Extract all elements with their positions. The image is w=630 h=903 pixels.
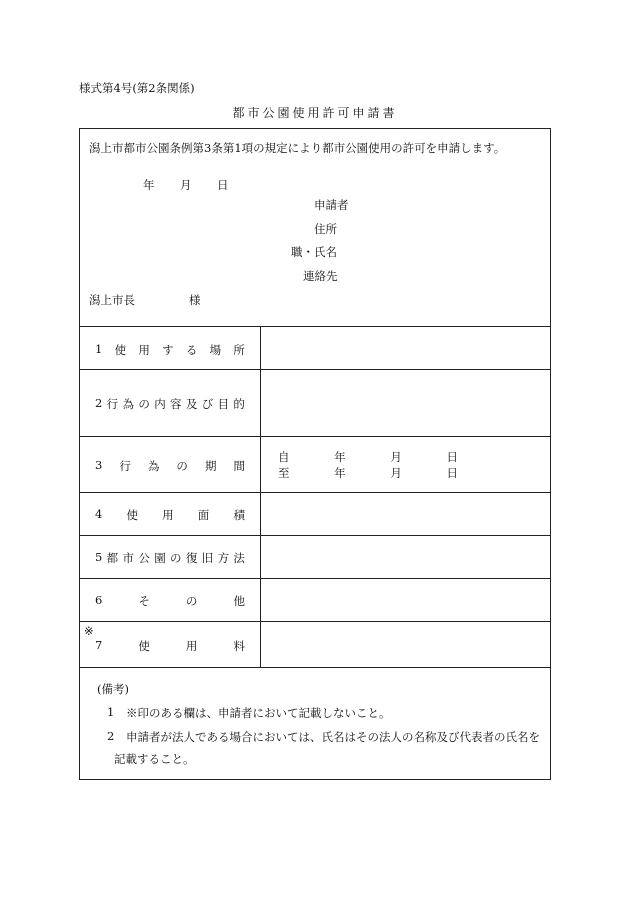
fee-mark: ※ <box>84 624 94 638</box>
applicant-name-label: 職・氏名 <box>291 245 337 259</box>
field-label-usage-place: 1 使 用 す る 場 所 <box>95 342 245 357</box>
notes-heading: (備考) <box>97 682 129 696</box>
date-year-label: 年 <box>143 178 155 192</box>
field-label-other: 6 そ の 他 <box>95 593 245 608</box>
note-1-number: 1 <box>107 705 115 719</box>
row-divider <box>80 667 550 668</box>
period-from-row: 自 年 月 日 <box>278 450 458 464</box>
form-number: 様式第4号(第2条関係) <box>79 81 195 95</box>
date-day-label: 日 <box>217 178 229 192</box>
applicant-address-label: 住所 <box>314 222 337 236</box>
note-1-text: ※印のある欄は、申請者において記載しないこと。 <box>126 706 391 720</box>
row-divider <box>80 326 550 327</box>
row-divider <box>80 578 550 579</box>
applicant-contact-label: 連絡先 <box>303 269 338 283</box>
field-label-act-period: 3 行 為 の 期 間 <box>95 458 245 473</box>
field-label-usage-fee: 7 使 用 料 <box>95 638 245 653</box>
application-form <box>79 128 551 780</box>
field-label-act-purpose: 2 行 為 の 内 容 及 び 目 的 <box>95 396 245 411</box>
row-divider <box>80 492 550 493</box>
date-month-label: 月 <box>180 178 192 192</box>
row-divider <box>80 436 550 437</box>
row-divider <box>80 535 550 536</box>
field-label-usage-area: 4 使 用 面 積 <box>95 507 245 522</box>
field-label-restoration-method: 5 都 市 公 園 の 復 旧 方 法 <box>95 550 245 565</box>
row-divider <box>80 369 550 370</box>
note-2-number: 2 <box>107 729 115 743</box>
row-divider <box>80 621 550 622</box>
document-title: 都市公園使用許可申請書 <box>232 106 398 120</box>
period-to-row: 至 年 月 日 <box>278 466 458 480</box>
column-divider <box>260 326 261 667</box>
applicant-heading: 申請者 <box>314 198 349 212</box>
addressee-name: 潟上市長 <box>89 293 135 307</box>
intro-text: 潟上市都市公園条例第3条第1項の規定により都市公園使用の許可を申請します。 <box>89 141 506 155</box>
addressee-honorific: 様 <box>189 293 201 307</box>
note-2-text-line1: 申請者が法人である場合においては、氏名はその法人の名称及び代表者の氏名を <box>126 730 540 744</box>
note-2-text-line2: 記載すること。 <box>114 752 195 766</box>
